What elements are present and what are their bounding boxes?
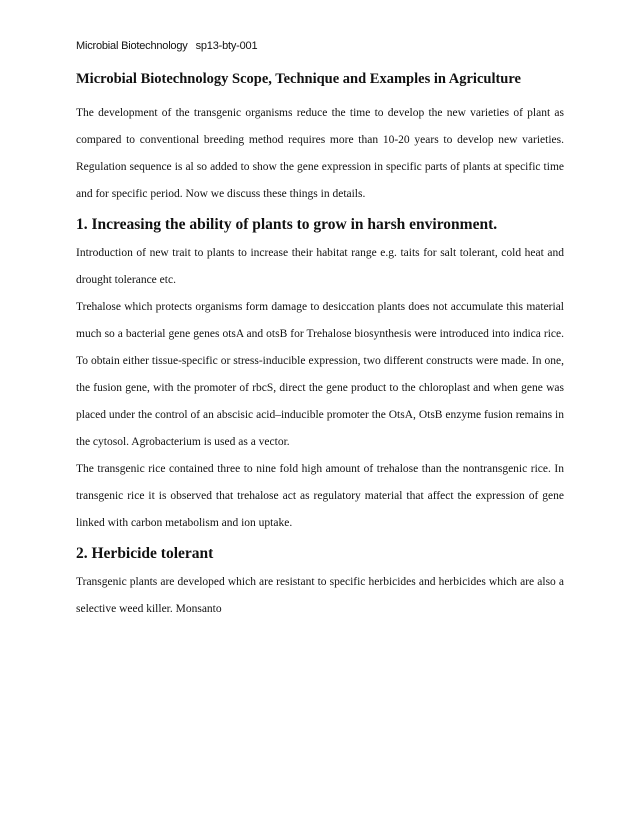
section-heading-harsh-environment: 1. Increasing the ability of plants to grow in harsh environment. [76, 216, 498, 233]
paragraph-transgenic-rice: The transgenic rice contained three to nine fold high amount of trehalose than the nontransgenic rice. In transgenic rice it is observed that trehalose act as regulatory material that affect the expression of gene linked with carbon metabolism and ion uptake. [76, 463, 564, 529]
section-heading-herbicide-tolerant: 2. Herbicide tolerant [76, 545, 214, 562]
paragraph-new-traits: Introduction of new trait to plants to increase their habitat range e.g. taits for salt tolerant, cold heat and drought tolerance etc. [76, 247, 564, 286]
document-body [76, 68, 564, 623]
header-document-code: sp13-bty-001 [195, 40, 258, 52]
paragraph-trehalose: Trehalose which protects organisms form damage to desiccation plants does not accumulate this material much so a bacterial gene genes otsA and otsB for Trehalose biosynthesis were introduced into indica rice. To obtain either tissue-specific or stress-inducible expression, two different constructs were made. In one, the fusion gene, with the promoter of rbcS, direct the gene product to the chloroplast and when gene was placed under the control of an abscisic acid–inducible promoter the OtsA, OtsB enzyme fusion remains in the cytosol. Agrobacterium is used as a vector. [76, 301, 564, 448]
paragraph-herbicide: Transgenic plants are developed which are resistant to specific herbicides and herbicides which are also a selective weed killer. Monsanto [76, 576, 564, 615]
running-header [76, 40, 257, 52]
document-title: Microbial Biotechnology Scope, Technique and Examples in Agriculture [76, 71, 521, 87]
intro-paragraph: The development of the transgenic organisms reduce the time to develop the new varieties of plant as compared to conventional breeding method requires more than 10-20 years to develop new varieties. Regulation sequence is al so added to show the gene expression in specific parts of plants at specific time and for specific period. Now we discuss these things in details. [76, 107, 564, 200]
header-course-name: Microbial Biotechnology [76, 40, 188, 52]
